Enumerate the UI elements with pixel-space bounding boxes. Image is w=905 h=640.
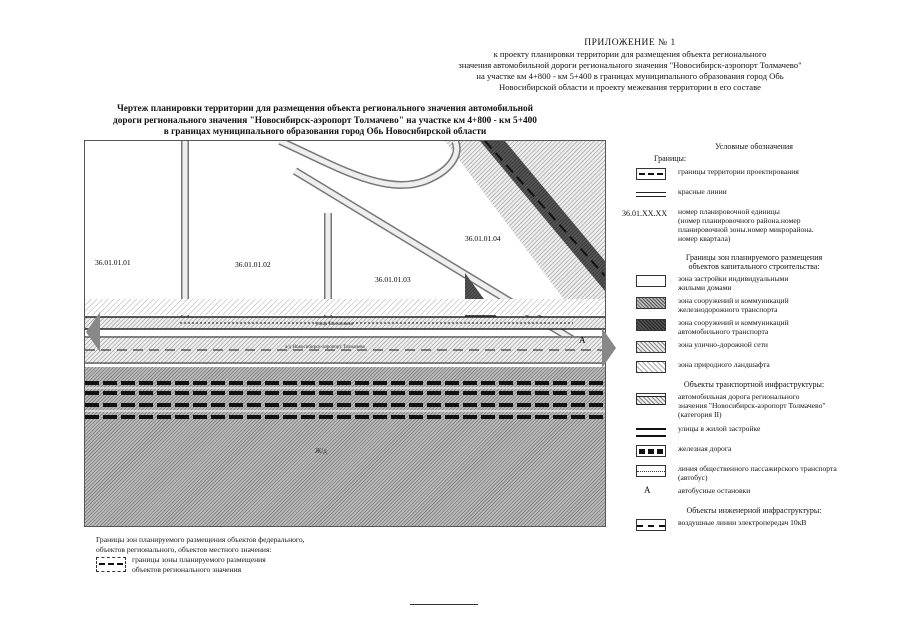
legend-item-text: зона сооружений и коммуникаций: [678, 296, 789, 305]
legend-header: Условные обозначения: [715, 142, 793, 151]
legend-item-text: (автобус): [678, 473, 708, 482]
power-line-swatch: [636, 519, 666, 531]
legend-item-railway: [614, 444, 894, 460]
federal-caption-line: объектов регионального, объектов местного значения:: [96, 544, 272, 554]
legend-item-text: железнодорожного транспорта: [678, 305, 778, 314]
legend-item-residential-street: [614, 424, 894, 440]
legend-item-text: зона сооружений и коммуникаций: [678, 318, 789, 327]
appendix-line: Новосибирской области и проекту межевания территории в его составе: [499, 82, 761, 92]
zones-title-line: объектов капитального строительства:: [688, 262, 820, 271]
legend-item-text: (категория II): [678, 410, 722, 419]
legend-item-rail-zone: [614, 296, 894, 314]
legend-item-power-line: [614, 518, 894, 534]
federal-legend-item: [96, 555, 356, 577]
zone-boundary-swatch: [96, 557, 126, 572]
legend-item-street-zone: [614, 340, 894, 356]
legend-item-red-lines: [614, 187, 894, 203]
landscape-strip: [85, 299, 605, 315]
legend-item-text: значения "Новосибирск-аэропорт Толмачево": [678, 401, 826, 410]
unit-code: 36.01.XX.XX: [622, 209, 668, 218]
arrow-left-icon: [86, 312, 100, 352]
legend-item-text: автомобильная дорога регионального: [678, 392, 800, 401]
legend-item-text: зона улично-дорожной сети: [678, 340, 768, 349]
bus-stop-marker: А: [579, 335, 586, 345]
legend-item-unit-code: [614, 207, 894, 247]
drawing-title: [86, 104, 564, 139]
legend-item-nature-zone: [614, 360, 894, 376]
drawing-title-line: в границах муниципального образования город Обь Новосибирской области: [163, 127, 487, 137]
legend-item-text: улицы в жилой застройке: [678, 424, 761, 433]
appendix-line: значения автомобильной дороги регионального значения "Новосибирск-аэропорт Толмачево": [458, 60, 802, 70]
legend-item-bus-line: [614, 464, 894, 482]
legend-item-text: автобусные остановки: [678, 486, 751, 495]
legend-item-project-border: [614, 167, 894, 183]
appendix-line: на участке км 4+800 - км 5+400 в границах муниципального образования город Обь: [476, 71, 784, 81]
bus-stop-icon: А: [644, 485, 651, 495]
residential-street-swatch: [636, 425, 666, 437]
legend-item-auto-zone: [614, 318, 894, 336]
drawing-title-line: дороги регионального значения "Новосибирск-аэропорт Толмачево" на участке км 4+800 - км 5+400: [113, 115, 537, 126]
legend-panel: [614, 140, 894, 538]
legend-item-text: номер планировочной единицы: [678, 207, 780, 216]
housing-zone-swatch: [636, 275, 666, 287]
quarter-label: 36.01.01.01: [95, 258, 131, 267]
rail-zone: [85, 367, 605, 526]
rail-zone-swatch: [636, 297, 666, 309]
railway-swatch: [636, 445, 666, 457]
legend-item-text: (номер планировочного района.номер: [678, 216, 801, 225]
nature-zone-swatch: [636, 361, 666, 373]
legend-item-text: зона природного ландшафта: [678, 360, 770, 369]
legend-item-text: границы территории проектирования: [678, 167, 799, 176]
legend-item-housing-zone: [614, 274, 894, 292]
legend-item-text: номер квартала): [678, 234, 731, 243]
separator-line: [410, 604, 478, 605]
bus-line-swatch: [636, 465, 666, 477]
legend-item-text: железная дорога: [678, 444, 732, 453]
regional-road-swatch: [636, 393, 666, 405]
road-label: а/д Новосибирск-аэропорт Толмачево: [285, 345, 366, 350]
quarter-label: 36.01.01.02: [235, 260, 271, 269]
legend-item-bus-stop: [614, 486, 894, 502]
legend-borders-title: Границы:: [654, 154, 687, 163]
map-drawing: [85, 141, 605, 526]
zones-title-line: Границы зон планируемого размещения: [685, 253, 823, 262]
appendix-block: [415, 38, 845, 93]
quarter-label: 36.01.01.03: [375, 275, 411, 284]
auto-zone-swatch: [636, 319, 666, 331]
legend-item-text: автомобильного транспорта: [678, 327, 769, 336]
legend-transport-title: Объекты транспортной инфраструктуры:: [683, 380, 825, 389]
federal-item-line: границы зоны планируемого размещения: [132, 555, 266, 564]
appendix-title: ПРИЛОЖЕНИЕ № 1: [584, 38, 676, 48]
legend-item-text: зона застройки индивидуальными: [678, 274, 789, 283]
legend-item-text: красные линии: [678, 187, 727, 196]
legend-item-text: линия общественного пассажирского транспорта: [678, 464, 837, 473]
street-label: улица Вокзальная: [315, 322, 354, 327]
drawing-title-line: Чертеж планировки территории для размещения объекта регионального значения автомобильной: [116, 104, 534, 114]
legend-zones-title: [614, 253, 894, 271]
federal-caption-line: Границы зон планируемого размещения объектов федерального,: [96, 535, 305, 544]
rail-label: Ж/д: [315, 447, 327, 455]
legend-item-text: жилыми домами: [678, 283, 732, 292]
legend-engineering-title: Объекты инженерной инфраструктуры:: [686, 506, 822, 515]
appendix-line: к проекту планировки территории для размещения объекта регионального: [493, 49, 767, 59]
red-lines-swatch: [636, 188, 666, 200]
federal-item-line: объектов регионального значения: [132, 564, 242, 574]
legend-item-regional-road: [614, 392, 894, 420]
federal-caption: [96, 535, 396, 554]
legend-item-text: воздушные линии электропередач 10кВ: [678, 518, 807, 527]
map-frame: [84, 140, 606, 527]
quarter-label: 36.01.01.04: [465, 234, 501, 243]
legend-item-text: планировочной зоны.номер микрорайона.: [678, 225, 814, 234]
street-zone-swatch: [636, 341, 666, 353]
project-border-swatch: [636, 168, 666, 180]
